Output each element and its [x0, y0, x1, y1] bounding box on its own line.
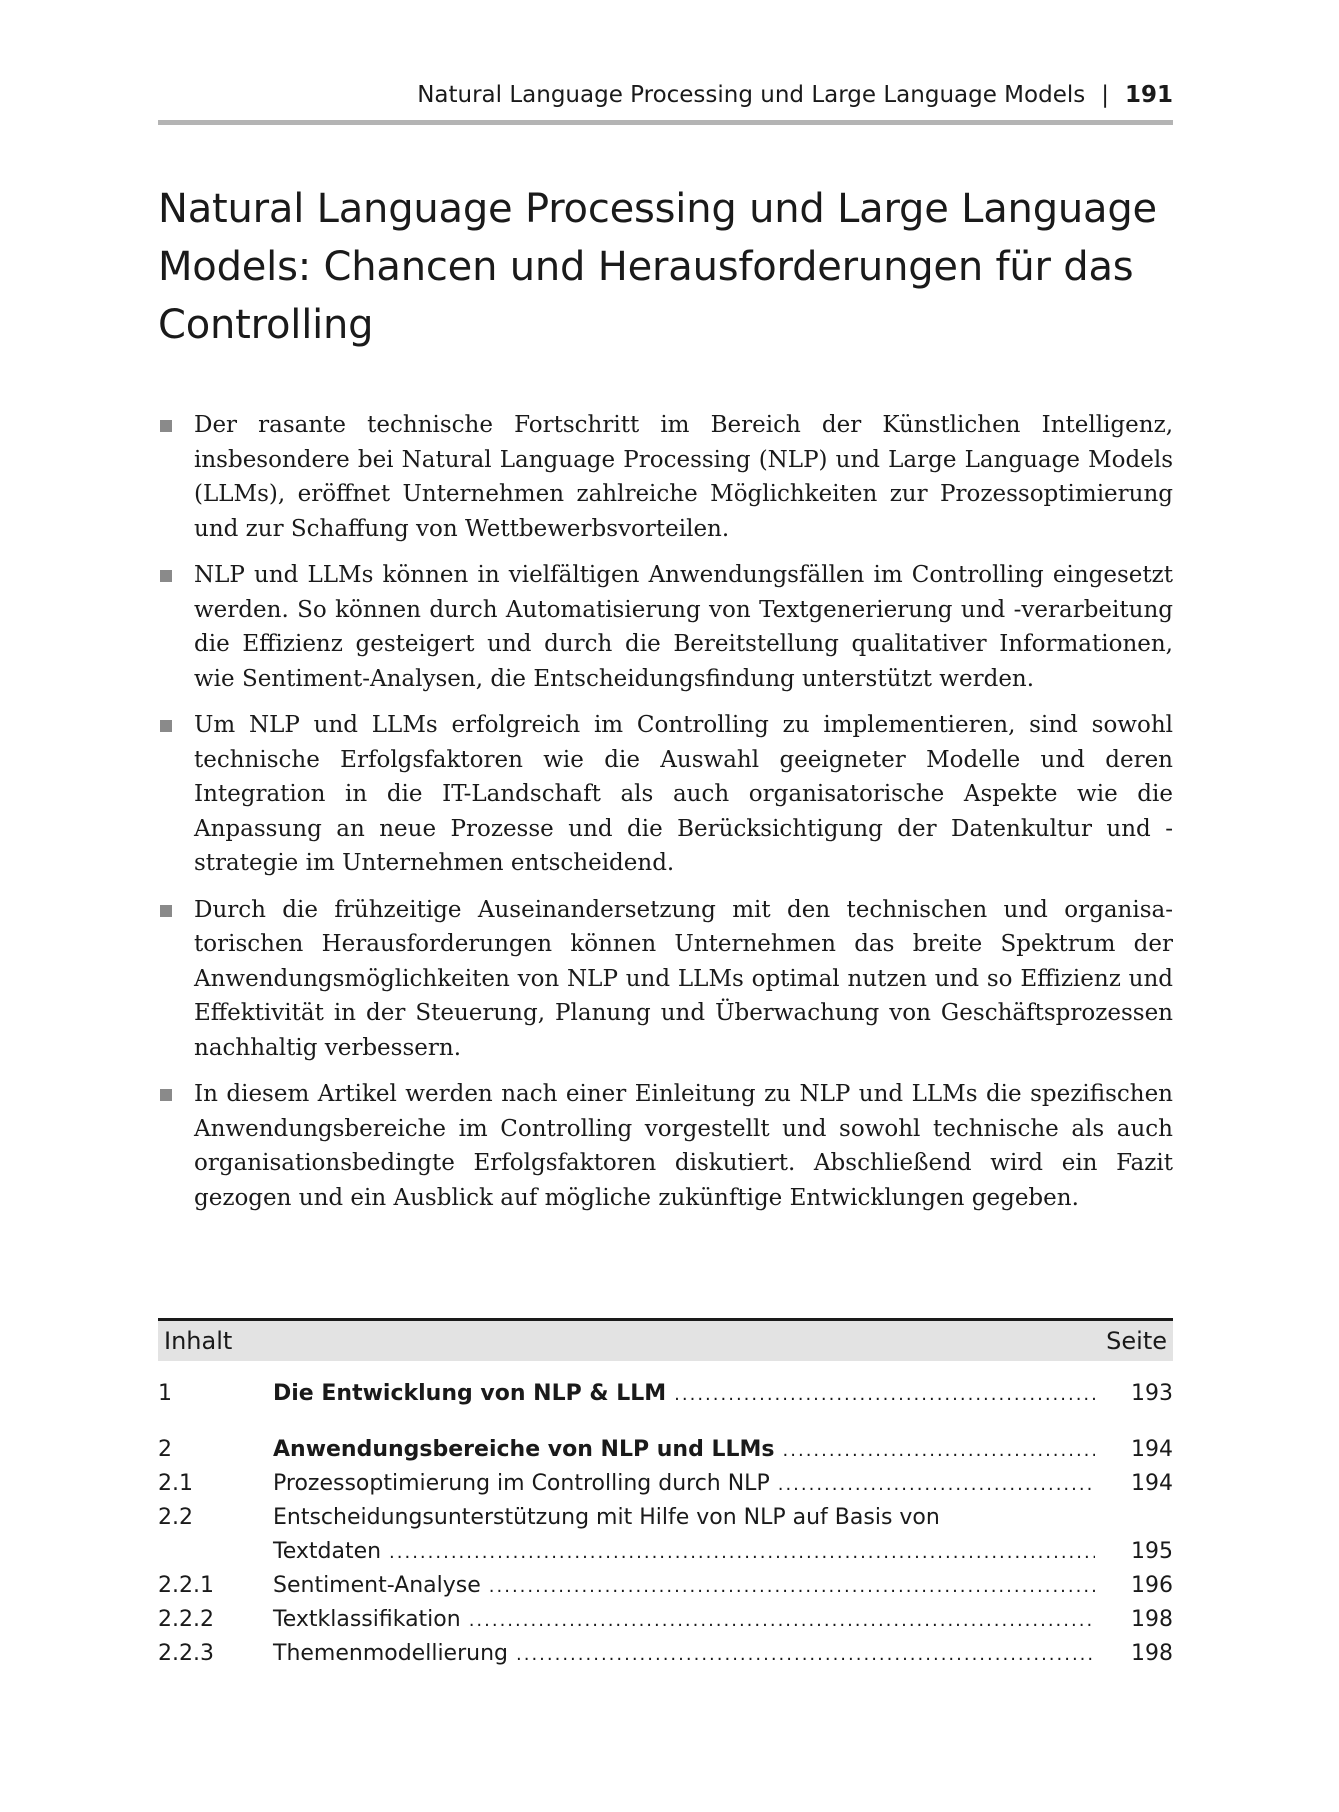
toc-entry: [273, 1603, 1103, 1638]
dot-leader: [389, 1536, 1095, 1570]
chapter-title: Natural Language Processing und Large Language Models: Chancen und Herausforderungen für das Controlling: [158, 186, 1157, 348]
summary-item: [158, 558, 1173, 696]
toc-page: 198: [1131, 1641, 1173, 1666]
toc-rows: [158, 1377, 1173, 1671]
square-bullet-icon: [160, 570, 172, 582]
toc-entry: [273, 1501, 1103, 1535]
summary-text: Um NLP und LLMs erfolgreich im Controlling zu implementieren, sind sowohl technische Erfolgsfaktoren wie die Auswahl geeigneter Modelle und deren Integration in die IT-Landschaft als auch organisatorische Aspekte wie die Anpassung an neue Prozesse und die Berücksichtigung der Datenkultur und -strategie im Unternehmen entscheidend.: [194, 712, 1173, 876]
summary-item: [158, 893, 1173, 1066]
toc-row[interactable]: [158, 1637, 1173, 1671]
toc-entry: [273, 1637, 1103, 1672]
toc-page: 194: [1131, 1471, 1173, 1496]
book-page: [158, 0, 1173, 1812]
toc-page: 195: [1131, 1539, 1173, 1564]
toc-row[interactable]: [158, 1433, 1173, 1467]
toc-title: Themenmodellierung: [273, 1641, 508, 1666]
toc-page: 193: [1131, 1381, 1173, 1406]
square-bullet-icon: [160, 720, 172, 732]
table-of-contents: [158, 1318, 1173, 1671]
running-header-separator: |: [1101, 82, 1109, 108]
toc-row[interactable]: [158, 1501, 1173, 1535]
toc-header-page: Seite: [1106, 1327, 1167, 1355]
toc-page: 196: [1131, 1573, 1173, 1598]
toc-title: Sentiment-Analyse: [273, 1573, 481, 1598]
toc-title: Textklassifikation: [273, 1607, 461, 1632]
toc-row[interactable]: [158, 1377, 1173, 1411]
dot-leader: [778, 1468, 1095, 1502]
dot-leader: [674, 1378, 1095, 1412]
toc-number: 2.2: [158, 1505, 193, 1530]
toc-row[interactable]: [158, 1569, 1173, 1603]
toc-page: 194: [1131, 1437, 1173, 1462]
dot-leader: [783, 1434, 1095, 1468]
summary-item: [158, 1077, 1173, 1215]
summary-list: [158, 408, 1173, 1227]
dot-leader: [516, 1638, 1095, 1672]
toc-title: Entscheidungsunterstützung mit Hilfe von NLP auf Basis von: [273, 1505, 940, 1530]
page-number: 191: [1124, 82, 1173, 108]
toc-entry: [273, 1467, 1103, 1502]
toc-row[interactable]: [158, 1467, 1173, 1501]
summary-text: NLP und LLMs können in vielfältigen Anwendungsfällen im Controlling eingesetzt werden. So können durch Automatisierung von Textgenerierung und -verarbeitung die Effizienz gesteigert und durch die Bereitstellung qualitativer Informationen, wie Sentiment-Analysen, die Entscheidungsfindung unterstützt werden.: [194, 562, 1173, 692]
summary-text: Der rasante technische Fortschritt im Bereich der Künstlichen Intelligenz, insbesondere bei Natural Language Processing (NLP) und Large Language Models (LLMs), eröffnet Unternehmen zahlreiche Möglichkeiten zur Prozessoptimierung und zur Schaffung von Wettbewerbsvorteilen.: [194, 412, 1173, 542]
toc-entry: [273, 1377, 1103, 1412]
toc-number: 2.1: [158, 1471, 193, 1496]
running-header-title: Natural Language Processing und Large Language Models: [417, 82, 1086, 108]
toc-page: 198: [1131, 1607, 1173, 1632]
toc-entry: [273, 1569, 1103, 1604]
summary-text: Durch die frühzeitige Auseinandersetzung mit den technischen und organisatorischen Herausforderungen können Unternehmen das breite Spektrum der Anwendungsmöglichkeiten von NLP und LLMs optimal nutzen und so Effizienz und Effektivität in der Steuerung, Planung und Überwachung von Geschäftsprozessen nachhaltig verbessern.: [194, 896, 1173, 1061]
toc-row[interactable]: [158, 1603, 1173, 1637]
dot-leader: [489, 1570, 1095, 1604]
toc-title: Prozessoptimierung im Controlling durch NLP: [273, 1471, 770, 1496]
toc-title: Die Entwicklung von NLP & LLM: [273, 1381, 667, 1406]
square-bullet-icon: [160, 905, 172, 917]
summary-text: In diesem Artikel werden nach einer Einleitung zu NLP und LLMs die spezifischen Anwendungsbereiche im Controlling vorgestellt und sowohl technische als auch organisationsbedingte Erfolgsfaktoren diskutiert. Abschließend wird ein Fazit gezogen und ein Ausblick auf mögliche zukünftige Entwicklungen gegeben.: [194, 1081, 1173, 1211]
summary-item: [158, 408, 1173, 546]
square-bullet-icon: [160, 420, 172, 432]
toc-number: 2: [158, 1437, 172, 1462]
toc-number: 1: [158, 1381, 172, 1406]
toc-title: Anwendungsbereiche von NLP und LLMs: [273, 1437, 775, 1462]
toc-title-continuation: Textdaten: [273, 1539, 382, 1564]
toc-entry: [273, 1433, 1103, 1468]
running-header: [158, 80, 1173, 125]
toc-header: [158, 1318, 1173, 1361]
square-bullet-icon: [160, 1089, 172, 1101]
toc-row-continuation[interactable]: [158, 1535, 1173, 1569]
toc-number: 2.2.3: [158, 1641, 214, 1666]
toc-number: 2.2.1: [158, 1573, 214, 1598]
dot-leader: [469, 1604, 1095, 1638]
toc-header-contents: Inhalt: [164, 1327, 233, 1355]
toc-number: 2.2.2: [158, 1607, 214, 1632]
summary-item: [158, 708, 1173, 881]
toc-entry: [273, 1535, 1103, 1570]
